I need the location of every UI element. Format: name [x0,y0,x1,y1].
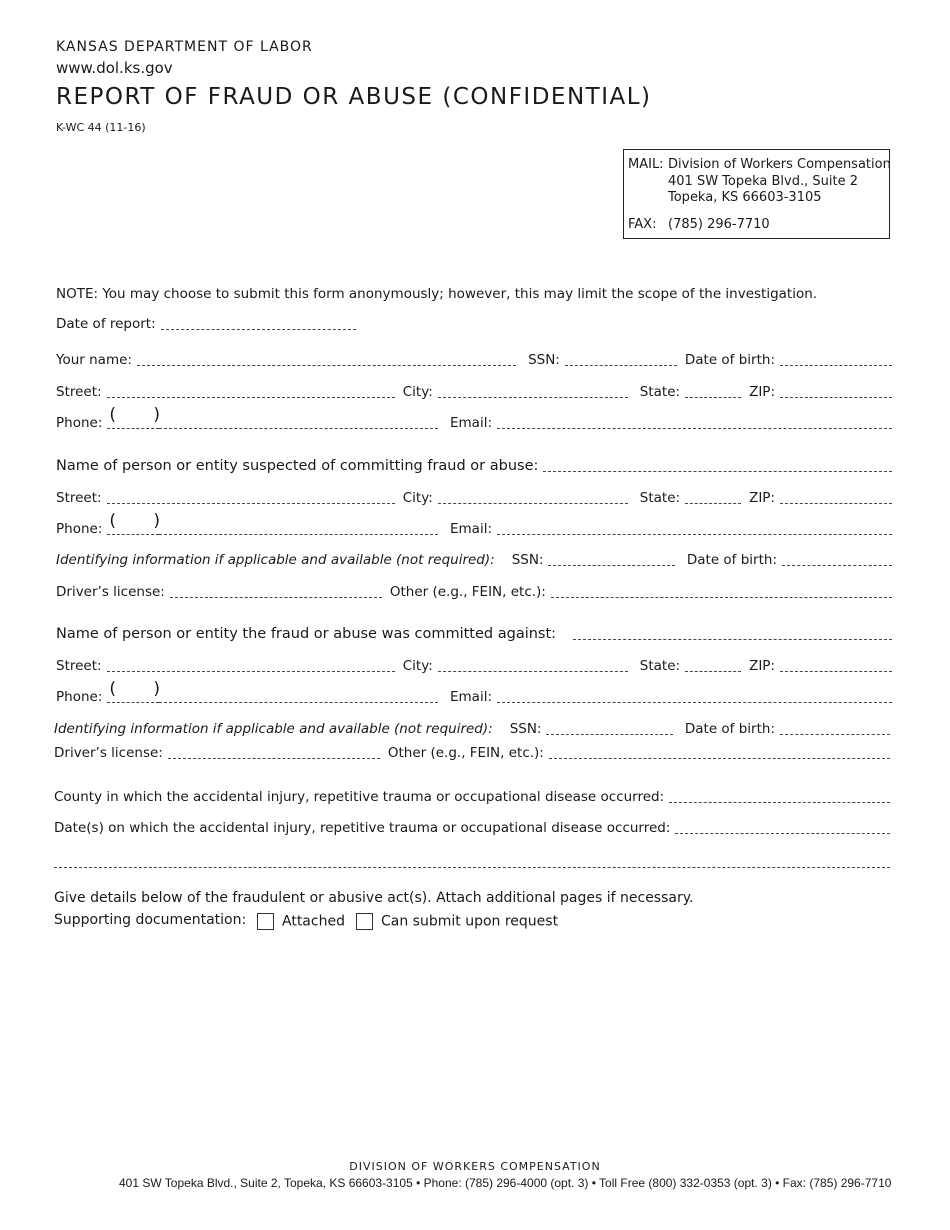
ssn-label: SSN: [528,352,560,368]
victim-license-row [54,741,890,761]
email-label: Email: [449,521,492,537]
area-code-field[interactable]: ( ) [107,517,159,535]
dates-continuation-row [54,850,890,870]
drivers-license-field[interactable] [170,582,382,598]
suspect-heading: Name of person or entity suspected of committing fraud or abuse: [56,458,539,474]
other-id-label: Other (e.g., FEIN, etc.): [387,745,544,761]
details-text-area[interactable] [54,940,890,1140]
dates-label: Date(s) on which the accidental injury, repetitive trauma or occupational disease occurred: [54,820,671,836]
county-label: County in which the accidental injury, repetitive trauma or occupational disease occurred: [54,789,665,805]
email-field[interactable] [497,413,892,429]
submit-on-request-checkbox[interactable] [356,913,373,930]
victim-address-row [56,654,892,674]
dob-field[interactable] [780,350,892,366]
drivers-license-field[interactable] [168,743,380,759]
victim-contact-row [56,679,892,705]
state-field[interactable] [685,382,741,398]
victim-heading: Name of person or entity the fraud or abuse was committed against: [56,626,557,642]
zip-label: ZIP: [749,658,775,674]
other-id-field[interactable] [549,743,890,759]
mail-label: MAIL: [628,157,664,172]
suspect-name-row [56,454,892,474]
fax-number: (785) 296-7710 [668,217,770,232]
date-of-report-field[interactable] [161,314,356,330]
attached-label: Attached [282,913,345,930]
zip-field[interactable] [780,382,892,398]
zip-field[interactable] [780,656,892,672]
dob-label: Date of birth: [686,552,777,568]
zip-label: ZIP: [749,384,775,400]
ssn-field[interactable] [546,719,672,735]
phone-field[interactable] [159,413,438,429]
state-label: State: [639,384,681,400]
suspect-address-row [56,486,892,506]
agency-name: KANSAS DEPARTMENT OF LABOR [56,39,313,55]
victim-name-row [56,622,892,642]
submit-on-request-option[interactable] [356,913,558,930]
phone-label: Phone: [56,689,103,705]
other-id-label: Other (e.g., FEIN, etc.): [389,584,546,600]
street-label: Street: [56,658,102,674]
dates-continuation-field[interactable] [54,852,890,868]
dob-field[interactable] [780,719,890,735]
attached-option[interactable] [257,913,345,930]
victim-name-field[interactable] [573,624,892,640]
city-label: City: [402,384,433,400]
fax-label: FAX: [628,217,657,232]
reporter-contact-row [56,405,892,431]
mail-line-1: Division of Workers Compensation [668,157,891,172]
footer-division: DIVISION OF WORKERS COMPENSATION [349,1160,601,1173]
date-of-report-row [56,312,356,332]
street-field[interactable] [107,488,395,504]
phone-field[interactable] [159,687,438,703]
submit-on-request-label: Can submit upon request [381,913,559,930]
supporting-documentation-label: Supporting documentation: [54,912,247,928]
state-label: State: [639,658,681,674]
dates-field[interactable] [675,818,890,834]
street-label: Street: [56,384,102,400]
ssn-label: SSN: [511,552,544,568]
phone-field[interactable] [159,519,438,535]
other-id-field[interactable] [551,582,892,598]
city-label: City: [402,490,433,506]
email-label: Email: [449,415,492,431]
your-name-label: Your name: [56,352,132,368]
email-field[interactable] [497,687,892,703]
reporter-name-row [56,348,892,368]
dob-field[interactable] [782,550,892,566]
reporter-address-row [56,380,892,400]
footer-contact: 401 SW Topeka Blvd., Suite 2, Topeka, KS 66603-3105 • Phone: (785) 296-4000 (opt. 3) • Toll Free (800) 332-0353 (opt. 3) • Fax: (785) 296-7710 [119,1176,892,1190]
city-field[interactable] [438,382,628,398]
street-field[interactable] [107,382,395,398]
zip-label: ZIP: [749,490,775,506]
state-field[interactable] [685,488,741,504]
attached-checkbox[interactable] [257,913,274,930]
suspect-license-row [56,580,892,600]
county-field[interactable] [669,787,890,803]
agency-website[interactable]: www.dol.ks.gov [56,59,173,77]
dob-label: Date of birth: [684,721,775,737]
form-id: K-WC 44 (11-16) [56,121,146,134]
mail-line-3: Topeka, KS 66603-3105 [668,190,822,205]
identifying-info-label: Identifying information if applicable and available (not required): [56,552,495,568]
dob-label: Date of birth: [684,352,775,368]
zip-field[interactable] [780,488,892,504]
area-code-field[interactable]: ( ) [107,685,159,703]
street-field[interactable] [107,656,395,672]
email-label: Email: [449,689,492,705]
identifying-info-label: Identifying information if applicable and available (not required): [54,721,493,737]
victim-identifying-row [54,717,890,737]
suspect-contact-row [56,511,892,537]
drivers-license-label: Driver’s license: [56,584,165,600]
email-field[interactable] [497,519,892,535]
suspect-identifying-row [56,548,892,568]
ssn-label: SSN: [509,721,542,737]
page-title: REPORT OF FRAUD OR ABUSE (CONFIDENTIAL) [56,84,652,110]
phone-label: Phone: [56,415,103,431]
ssn-field[interactable] [565,350,677,366]
date-of-report-label: Date of report: [56,316,156,332]
ssn-field[interactable] [548,550,674,566]
mail-address-box [623,149,890,239]
anonymous-note: NOTE: You may choose to submit this form anonymously; however, this may limit the scope of the investigation. [56,286,818,302]
phone-label: Phone: [56,521,103,537]
state-label: State: [639,490,681,506]
city-field[interactable] [438,656,628,672]
area-code-field[interactable]: ( ) [107,411,159,429]
dates-row [54,816,890,836]
drivers-license-label: Driver’s license: [54,745,163,761]
city-field[interactable] [438,488,628,504]
street-label: Street: [56,490,102,506]
mail-line-2: 401 SW Topeka Blvd., Suite 2 [668,174,858,189]
city-label: City: [402,658,433,674]
state-field[interactable] [685,656,741,672]
your-name-field[interactable] [137,350,516,366]
county-row [54,785,890,805]
suspect-name-field[interactable] [543,456,892,472]
details-instructions: Give details below of the fraudulent or abusive act(s). Attach additional pages if necessary. [54,890,694,906]
